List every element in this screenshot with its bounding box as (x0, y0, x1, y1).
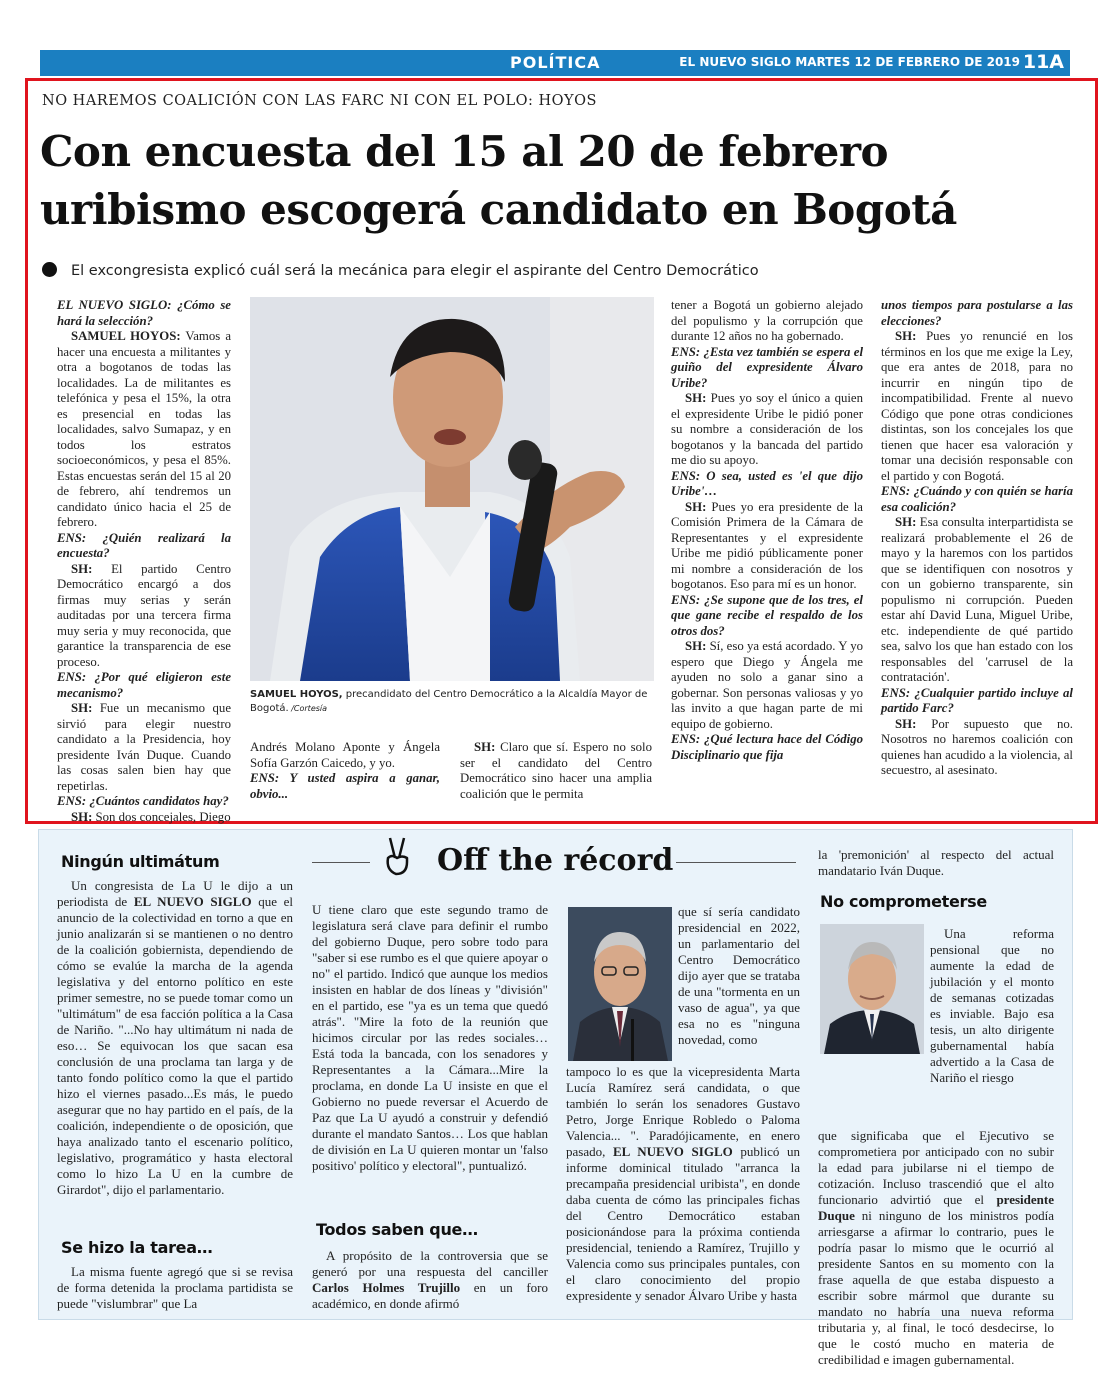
interview-question: ENS: ¿Cuándo y con quién se haría esa coalición? (881, 484, 1073, 514)
box-column-4-beside (930, 926, 1054, 1086)
box-column-3-beside (678, 904, 800, 1048)
interview-question: ENS: ¿Esta vez también se espera el guiño del expresidente Álvaro Uribe? (671, 344, 863, 390)
interview-answer (57, 810, 231, 826)
photo-caption (250, 688, 650, 716)
article-kicker: NO HAREMOS COALICIÓN CON LAS FARC NI CON EL POLO: HOYOS (42, 93, 597, 109)
box-column-3-text (566, 1064, 800, 1304)
lead-text: El excongresista explicó cuál será la mecánica para elegir el aspirante del Centro Democrático (71, 263, 759, 279)
interview-question: ENS: ¿Cuántos candidatos hay? (57, 794, 229, 808)
answer-text: Por supuesto que no. Nosotros no haremos coalición con quienes han acudido a la violencia, al secuestro, al asesinato. (881, 716, 1073, 777)
box-column-2-bottom (312, 1248, 548, 1312)
interview-question: ENS: O sea, usted es 'el que dijo Uribe'… (671, 468, 863, 498)
headline-line-1: Con encuesta del 15 al 20 de febrero (40, 127, 889, 176)
duque-portrait (820, 924, 924, 1054)
carlos-holmes-trujillo-photo (568, 907, 672, 1061)
bullet-icon (42, 262, 57, 277)
ultimatum-text-end: que el anuncio de la colectividad en torno a que en junio analizarán si se mantienen o no dentro de la coalición gobiernista, dependiendo de cómo se evalúe la marcha de la agenda legislativa y del entorno político en este primer semestre, no se puede tomar como un "ultimátum" de esa facción política a la Casa de Nariño. "...No hay ultimátum ni nada de eso… Se equivocan los que sacan esa conclusión de una proclama tan larga y de tanto fondo político como la que el partido hizo el viernes pasado...Es más, le puedo asegurar que no hay partido en el país, de la coalición, independiente o de oposición, que haya analizado tanto el escenario político, legislativo, programático y hasta electoral como lo hizo La U en la cumbre de Girardot", dijo el parlamentario. (57, 894, 293, 1197)
interview-answer (460, 740, 652, 802)
answer-text: Esa consulta interpartidista se realizará probablemente el 26 de mayo y la haremos con los partidos que se identifiquen con nosotros y con un gobierno transparente, sin populismo ni corrupción. Pueden estar ahí David Luna, Miguel Uribe, etc. independiente de qué partido sea, salvo los que han estado con los responsables del 'carrusel de la contratación'. (881, 515, 1073, 684)
box-column-1-bottom (57, 1264, 293, 1312)
answer-text: Fue un mecanismo que sirvió para elegir nuestro candidato a la Presidencia, hoy presidente Iván Duque. Cuando las cosas salen bien hay que repetirlas. (57, 701, 231, 793)
article-column-4 (881, 298, 1073, 779)
peace-hand-icon (382, 836, 412, 876)
premonicion-paragraph: la 'premonición' al respecto del actual mandatario Iván Duque. (818, 847, 1054, 878)
answer-text: Sí, eso ya está acordado. Y yo espero que Diego y Ángela me ayuden no solo a ganar sino a gobernar. Son personas valiosas y yo las invito a que hagan parte de mi equipo de gobierno. (671, 639, 863, 731)
box-column-4-top (818, 847, 1054, 879)
interview-question: ENS: ¿Cualquier partido incluye al partido Farc? (881, 685, 1073, 715)
reforma-paragraph: Una reforma pensional que no aumente la edad de jubilación y el monto de semanas cotizadas es inviable. Bajo esa tesis, un alto dirigente gubernamental había advertido a la Casa de Nariño el riesgo (930, 926, 1054, 1085)
article-column-2-right (460, 740, 652, 802)
box-column-2-text (312, 902, 548, 1174)
answer-text: Pues yo renuncié en los términos en los que me exige la Ley, que era antes de 2018, para no incurrir en ningún tipo de incompatibilidad. Frente al nuevo Código que pone otras condiciones distintas, son los concejales los que tienen que hacer esa valoración y tomar una decisión responsable con el partido y con Bogotá. (881, 329, 1073, 483)
todos-saben-text-end: en un foro académico, en donde afirmó (312, 1280, 548, 1311)
la-u-paragraph: U tiene claro que este segundo tramo de legislatura será clave para definir el rumbo del gobierno Duque, pero sobre todo para "saber si ese rumbo es el que quiere apoyar o no" el partido. Indicó que aunque los medios insisten en hablar de dos líneas y "división" en el partido, ese "ya es un tema que quedó atrás". "Mire la foto de la reunión que hicimos circular por las redes sociales… Está toda la bancada, con los senadores y Representantes a la Cámara...Mire la proclama, en donde La U insiste en que el Gobierno no puede reversar el Acuerdo de Paz que La U ayudó a construir y defendió durante el mandato Santos… Los que hablan de división en La U quieren montar un 'falso positivo' político y electoral", puntualizó. (312, 902, 548, 1173)
caption-name: SAMUEL HOYOS, (250, 689, 343, 700)
vicepresidenta-text-start: tampoco lo es que la vicepresidenta Marta Lucía Ramírez será candidata, o que también lo serán los senadores Gustavo Petro, Jorge Enrique Robledo o Paloma Valencia... ". Paradójicamente, en enero pasado, (566, 1064, 800, 1159)
subhead-no-comprometerse: No comprometerse (820, 892, 987, 911)
speaker-label: SH: (474, 740, 496, 754)
title-rule-left (312, 862, 370, 863)
subhead-todos-saben-que: Todos saben que… (316, 1220, 478, 1239)
interview-answer (881, 515, 1073, 686)
ejecutivo-text-start: que significaba que el Ejecutivo se comprometiera por anticipado con no subir la edad para jubilarse ni el tiempo de cotización. Incluso trascendió que el alto funcionario advirtió que el (818, 1128, 1054, 1207)
interview-answer (671, 391, 863, 469)
interview-answer (671, 500, 863, 593)
speaker-label: SH: (685, 391, 707, 405)
ivan-duque-photo (820, 924, 924, 1054)
caption-credit: /Cortesía (288, 704, 328, 713)
ultimatum-paragraph (57, 878, 293, 1198)
portrait-illustration (250, 297, 654, 681)
publication-date: EL NUEVO SIGLO MARTES 12 DE FEBRERO DE 2019 (679, 55, 1020, 69)
interview-answer (57, 701, 231, 794)
speaker-label: SH: (71, 809, 93, 824)
speaker-label: SH: (895, 716, 917, 731)
interview-question: ENS: Y usted aspira a ganar, obvio... (250, 771, 440, 801)
caption-text: precandidato del Centro Democrático a la Alcaldía Mayor de Bogotá. (250, 689, 648, 714)
vicepresidenta-paragraph (566, 1064, 800, 1304)
section-header-bar (40, 50, 1070, 76)
speaker-label: SAMUEL HOYOS: (71, 329, 181, 343)
article-column-2-left (250, 740, 440, 802)
answer-text: Pues yo era presidente de la Comisión Primera de la Cámara de Representantes y el expresidente Uribe me pidió públicamente poner mi nombre a consideración de los bogotanos. Eso para mí es un honor. (671, 499, 863, 591)
ultimatum-text-start: Un congresista de La U le dijo a un periodista de (57, 878, 293, 909)
page-number: 11A (1022, 51, 1064, 73)
interview-question: ENS: ¿Qué lectura hace del Código Disciplinario que fija (671, 732, 863, 762)
interview-question: EL NUEVO SIGLO: ¿Cómo se hará la selección? (57, 298, 231, 328)
box-column-4-text (818, 1128, 1054, 1368)
todos-saben-text-start: A propósito de la controversia que se generó por una respuesta del canciller (312, 1248, 548, 1279)
title-rule-right (676, 862, 796, 863)
vicepresidenta-text-end: publicó un informe dominical titulado "arranca la precampaña presidencial uribista", en donde daba cuenta de cómo las principales fichas del Centro Democrático estaban posicionándose para la próxima contienda presidencial, teniendo a Ramírez, Trujillo y Valencia como sus principales puntales, con el claro conocimiento del propio expresidente y senador Álvaro Uribe y hasta (566, 1144, 800, 1303)
off-the-record-title: Off the récord (437, 843, 674, 878)
answer-text: Claro que sí. Espero no solo ser el candidato del Centro Democrático sino hacer una amplia coalición que le permita (460, 740, 652, 801)
interview-question: ENS: ¿Se supone que de los tres, el que gane recibe el respaldo de los otros dos? (671, 592, 863, 638)
article-column-1 (57, 298, 231, 825)
canciller-name: Carlos Holmes Trujillo (312, 1280, 461, 1295)
tarea-paragraph: La misma fuente agregó que si se revisa de forma detenida la proclama partidista se puede "vislumbrar" que La (57, 1264, 293, 1311)
ejecutivo-text-end: ni ninguno de los ministros podía arriesgarse a afirmar lo contrario, pues le podría pasar lo mismo que le ocurrió al presidente Santos en su momento con la frase aquella de que estaba dispuesto a escribir sobre mármol que durante su mandato no habría una nueva reforma tributaria y, al final, le tocó desdecirse, lo que le costó mucho en materia de credibilidad e imagen gubernamental. (818, 1208, 1054, 1367)
candidato-paragraph: que sí sería candidato presidencial en 2022, un parlamentario del Centro Democrático dijo ayer que se trataba de una "tormenta en un vaso de agua", ya que esa no es "ninguna novedad, como (678, 904, 800, 1047)
article-headline (40, 123, 1080, 239)
article-column-3 (671, 298, 863, 763)
samuel-hoyos-photo (250, 297, 654, 681)
interview-question: ENS: ¿Por qué eligieron este mecanismo? (57, 670, 231, 700)
presidente-duque-name: presidente Duque (818, 1192, 1054, 1223)
answer-text: El partido Centro Democrático encargó a dos firmas muy serias y serán auditadas por una tercera firma muy seria y muy reconocida, que garantice la transparencia de ese proceso. (57, 561, 231, 669)
speaker-label: SH: (895, 329, 917, 343)
ultimatum-brand: EL NUEVO SIGLO (133, 894, 252, 909)
answer-text: Son dos concejales, Diego (92, 809, 231, 824)
interview-question: ENS: ¿Quién realizará la encuesta? (57, 530, 231, 560)
interview-answer (671, 639, 863, 732)
speaker-label: SH: (71, 701, 93, 715)
section-name: POLÍTICA (510, 53, 601, 72)
interview-answer (57, 329, 231, 531)
interview-question: unos tiempos para postularse a las elecciones? (881, 298, 1073, 328)
answer-text: Pues yo soy el único a quien el expresidente Uribe le pidió poner su nombre a consideración de los bogotanos y la bancada del partido me dio su apoyo. (671, 391, 863, 467)
trujillo-portrait (568, 907, 672, 1061)
continued-text: tener a Bogotá un gobierno alejado del populismo y la corrupción que durante 12 años no ha gobernado. (671, 298, 863, 343)
continued-text: Andrés Molano Aponte y Ángela Sofía Garzón Caicedo, y yo. (250, 740, 440, 770)
answer-text: Vamos a hacer una encuesta a militantes y otra a bogotanos de todas las localidades. La de militantes es telefónica y pesa el 15%, la otra es presencial en todas las localidades, salvo Sumapaz, y en todos los estratos socioeconómicos, y pesa el 85%. Estas encuestas serán del 15 al 20 de febrero, ahí tendremos un candidato único hacia el 25 de febrero. (57, 329, 231, 529)
article-lead (42, 262, 759, 279)
headline-line-2: uribismo escogerá candidato en Bogotá (40, 185, 957, 234)
interview-answer (881, 329, 1073, 484)
ejecutivo-paragraph (818, 1128, 1054, 1368)
speaker-label: SH: (895, 515, 917, 529)
todos-saben-paragraph (312, 1248, 548, 1312)
subhead-se-hizo-la-tarea: Se hizo la tarea… (61, 1238, 213, 1257)
speaker-label: SH: (685, 639, 707, 653)
speaker-label: SH: (685, 499, 707, 514)
interview-answer (881, 717, 1073, 779)
speaker-label: SH: (71, 561, 93, 576)
box-column-1-text (57, 878, 293, 1198)
subhead-ningun-ultimatum: Ningún ultimátum (61, 852, 220, 871)
newspaper-brand: EL NUEVO SIGLO (612, 1144, 733, 1159)
interview-answer (57, 562, 231, 671)
